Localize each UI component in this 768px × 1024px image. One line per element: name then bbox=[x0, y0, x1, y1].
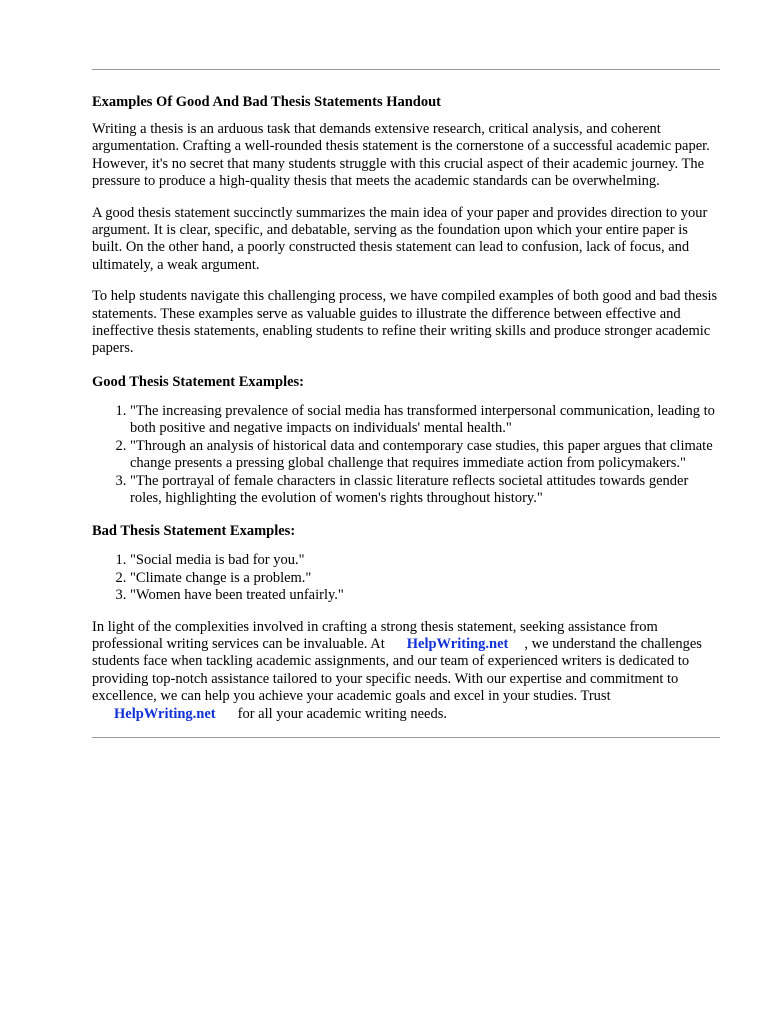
intro-paragraph-1: Writing a thesis is an arduous task that demands extensive research, critical analysis, and coherent argumentation. Crafting a well-rounded thesis statement is the cornerstone of a successful academic paper. However, it's no secret that many students struggle with this crucial aspect of their academic journey. The pressure to produce a high-quality thesis that meets the academic standards can be overwhelming. bbox=[92, 121, 710, 190]
top-divider bbox=[92, 69, 720, 70]
good-examples-list bbox=[92, 403, 720, 507]
document-title: Examples Of Good And Bad Thesis Statements Handout bbox=[92, 94, 442, 110]
good-examples-heading: Good Thesis Statement Examples: bbox=[92, 373, 305, 390]
good-example-item: 3. "The portrayal of female characters in classic literature reflects societal attitudes towards gender roles, highlighting the evolution of women's rights throughout history." bbox=[130, 473, 720, 508]
bad-example-item: 2. "Climate change is a problem." bbox=[130, 570, 720, 587]
bad-examples-list bbox=[92, 552, 720, 604]
closing-text-1: In light of the complexities involved in crafting a strong thesis statement, seeking assistance from professional writing services can be invaluable. At bbox=[92, 618, 658, 652]
closing-paragraph bbox=[92, 619, 720, 723]
helpwriting-link-1[interactable]: HelpWriting.net bbox=[406, 635, 509, 652]
bottom-divider bbox=[92, 737, 720, 738]
good-example-item: 1. "The increasing prevalence of social media has transformed interpersonal communication, leading to both positive and negative impacts on individuals' mental health." bbox=[130, 403, 720, 438]
closing-text-2: , we understand the challenges students face when tackling academic assignments, and our team of experienced writers is dedicated to providing top-notch assistance tailored to your specific needs. With our expertise and commitment to excellence, we can help you achieve your academic goals and excel in your studies. Trust bbox=[92, 635, 702, 705]
good-example-item: 2. "Through an analysis of historical data and contemporary case studies, this paper argues that climate change presents a pressing global challenge that requires immediate action from policymakers." bbox=[130, 438, 720, 473]
intro-paragraph-2: A good thesis statement succinctly summarizes the main idea of your paper and provides direction to your argument. It is clear, specific, and debatable, serving as the foundation upon which your entire paper is built. On the other hand, a poorly constructed thesis statement can lead to confusion, lack of focus, and ultimately, a weak argument. bbox=[92, 204, 708, 273]
bad-examples-heading: Bad Thesis Statement Examples: bbox=[92, 523, 296, 540]
helpwriting-link-2[interactable]: HelpWriting.net bbox=[114, 705, 216, 722]
document-page bbox=[92, 60, 720, 738]
bad-example-item: 1. "Social media is bad for you." bbox=[130, 552, 720, 569]
bad-example-item: 3. "Women have been treated unfairly." bbox=[130, 587, 720, 604]
intro-paragraph-3: To help students navigate this challenging process, we have compiled examples of both good and bad thesis statements. These examples serve as valuable guides to illustrate the difference between effective and ineffective thesis statements, enabling students to refine their writing skills and produce stronger academic papers. bbox=[92, 288, 718, 357]
closing-text-3: for all your academic writing needs. bbox=[237, 705, 448, 722]
